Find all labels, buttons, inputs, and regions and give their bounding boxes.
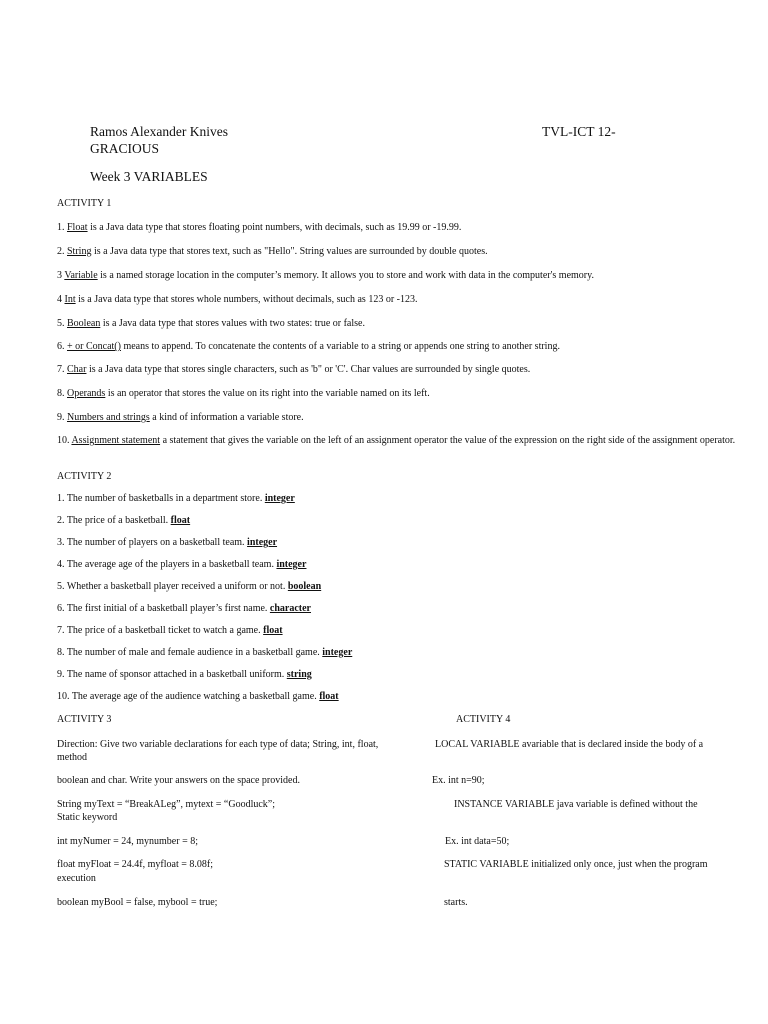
instance-variable-definition-cont: Static keyword bbox=[57, 812, 118, 823]
activity3-answer: float myFloat = 24.4f, myfloat = 8.08f; bbox=[57, 859, 213, 870]
activity1-item: 1. Float is a Java data type that stores floating point numbers, with decimals, such as 19.99 or -19.99. bbox=[57, 222, 462, 233]
activity3-title: ACTIVITY 3 bbox=[57, 714, 112, 725]
activity3-answer: int myNumer = 24, mynumber = 8; bbox=[57, 836, 198, 847]
activity1-item: 9. Numbers and strings a kind of information a variable store. bbox=[57, 412, 304, 423]
local-variable-definition: LOCAL VARIABLE avariable that is declared inside the body of a bbox=[435, 739, 704, 750]
activity2-item: 8. The number of male and female audience in a basketball game. integer bbox=[57, 647, 353, 658]
activity1-item: 5. Boolean is a Java data type that stores values with two states: true or false. bbox=[57, 318, 365, 329]
local-variable-example: Ex. int n=90; bbox=[432, 775, 485, 786]
activity1-title: ACTIVITY 1 bbox=[57, 198, 112, 209]
activity3-direction: Direction: Give two variable declarations for each type of data; String, int, float, bbox=[57, 739, 379, 750]
activity1-item: 10. Assignment statement a statement that gives the variable on the left of an assignment operator the value of the expression on the right side of the assignment operator. bbox=[57, 435, 736, 446]
instance-variable-definition: INSTANCE VARIABLE java variable is defined without the bbox=[454, 799, 698, 810]
activity2-item: 9. The name of sponsor attached in a basketball uniform. string bbox=[57, 669, 312, 680]
activity3-answer: String myText = “BreakALeg”, mytext = “Goodluck”; bbox=[57, 799, 276, 810]
instance-variable-example: Ex. int data=50; bbox=[445, 836, 510, 847]
activity3-direction: boolean and char. Write your answers on the space provided. bbox=[57, 775, 300, 786]
section-label: TVL-ICT 12- bbox=[542, 124, 616, 139]
student-name: Ramos Alexander Knives bbox=[90, 124, 228, 139]
static-variable-definition-cont: execution bbox=[57, 873, 96, 884]
activity4-title: ACTIVITY 4 bbox=[456, 714, 511, 725]
activity2-item: 2. The price of a basketball. float bbox=[57, 515, 191, 526]
activity1-item: 7. Char is a Java data type that stores single characters, such as 'b" or 'C'. Char values are surrounded by single quotes. bbox=[57, 364, 531, 375]
activity2-item: 4. The average age of the players in a basketball team. integer bbox=[57, 559, 307, 570]
activity2-item: 1. The number of basketballs in a department store. integer bbox=[57, 493, 295, 504]
activity2-title: ACTIVITY 2 bbox=[57, 471, 112, 482]
activity2-item: 10. The average age of the audience watching a basketball game. float bbox=[57, 691, 339, 702]
local-variable-definition-cont: method bbox=[57, 752, 87, 763]
static-variable-definition: STATIC VARIABLE initialized only once, just when the program bbox=[444, 859, 708, 870]
activity1-item: 4 Int is a Java data type that stores whole numbers, without decimals, such as 123 or -123. bbox=[57, 294, 418, 305]
activity2-item: 5. Whether a basketball player received a uniform or not. boolean bbox=[57, 581, 322, 592]
section-continuation: GRACIOUS bbox=[90, 141, 160, 156]
activity2-item: 6. The first initial of a basketball player’s first name. character bbox=[57, 603, 311, 614]
activity1-item: 6. + or Concat() means to append. To concatenate the contents of a variable to a string or appends one string to another string. bbox=[57, 341, 560, 352]
activity2-item: 3. The number of players on a basketball team. integer bbox=[57, 537, 278, 548]
activity1-item: 8. Operands is an operator that stores the value on its right into the variable named on its left. bbox=[57, 388, 430, 399]
activity1-item: 3 Variable is a named storage location in the computer’s memory. It allows you to store and work with data in the computer's memory. bbox=[57, 270, 594, 281]
static-variable-definition-end: starts. bbox=[444, 897, 468, 908]
activity1-item: 2. String is a Java data type that stores text, such as "Hello". String values are surrounded by double quotes. bbox=[57, 246, 488, 257]
activity3-answer: boolean myBool = false, mybool = true; bbox=[57, 897, 218, 908]
activity2-item: 7. The price of a basketball ticket to watch a game. float bbox=[57, 625, 283, 636]
page-title: Week 3 VARIABLES bbox=[90, 169, 208, 184]
